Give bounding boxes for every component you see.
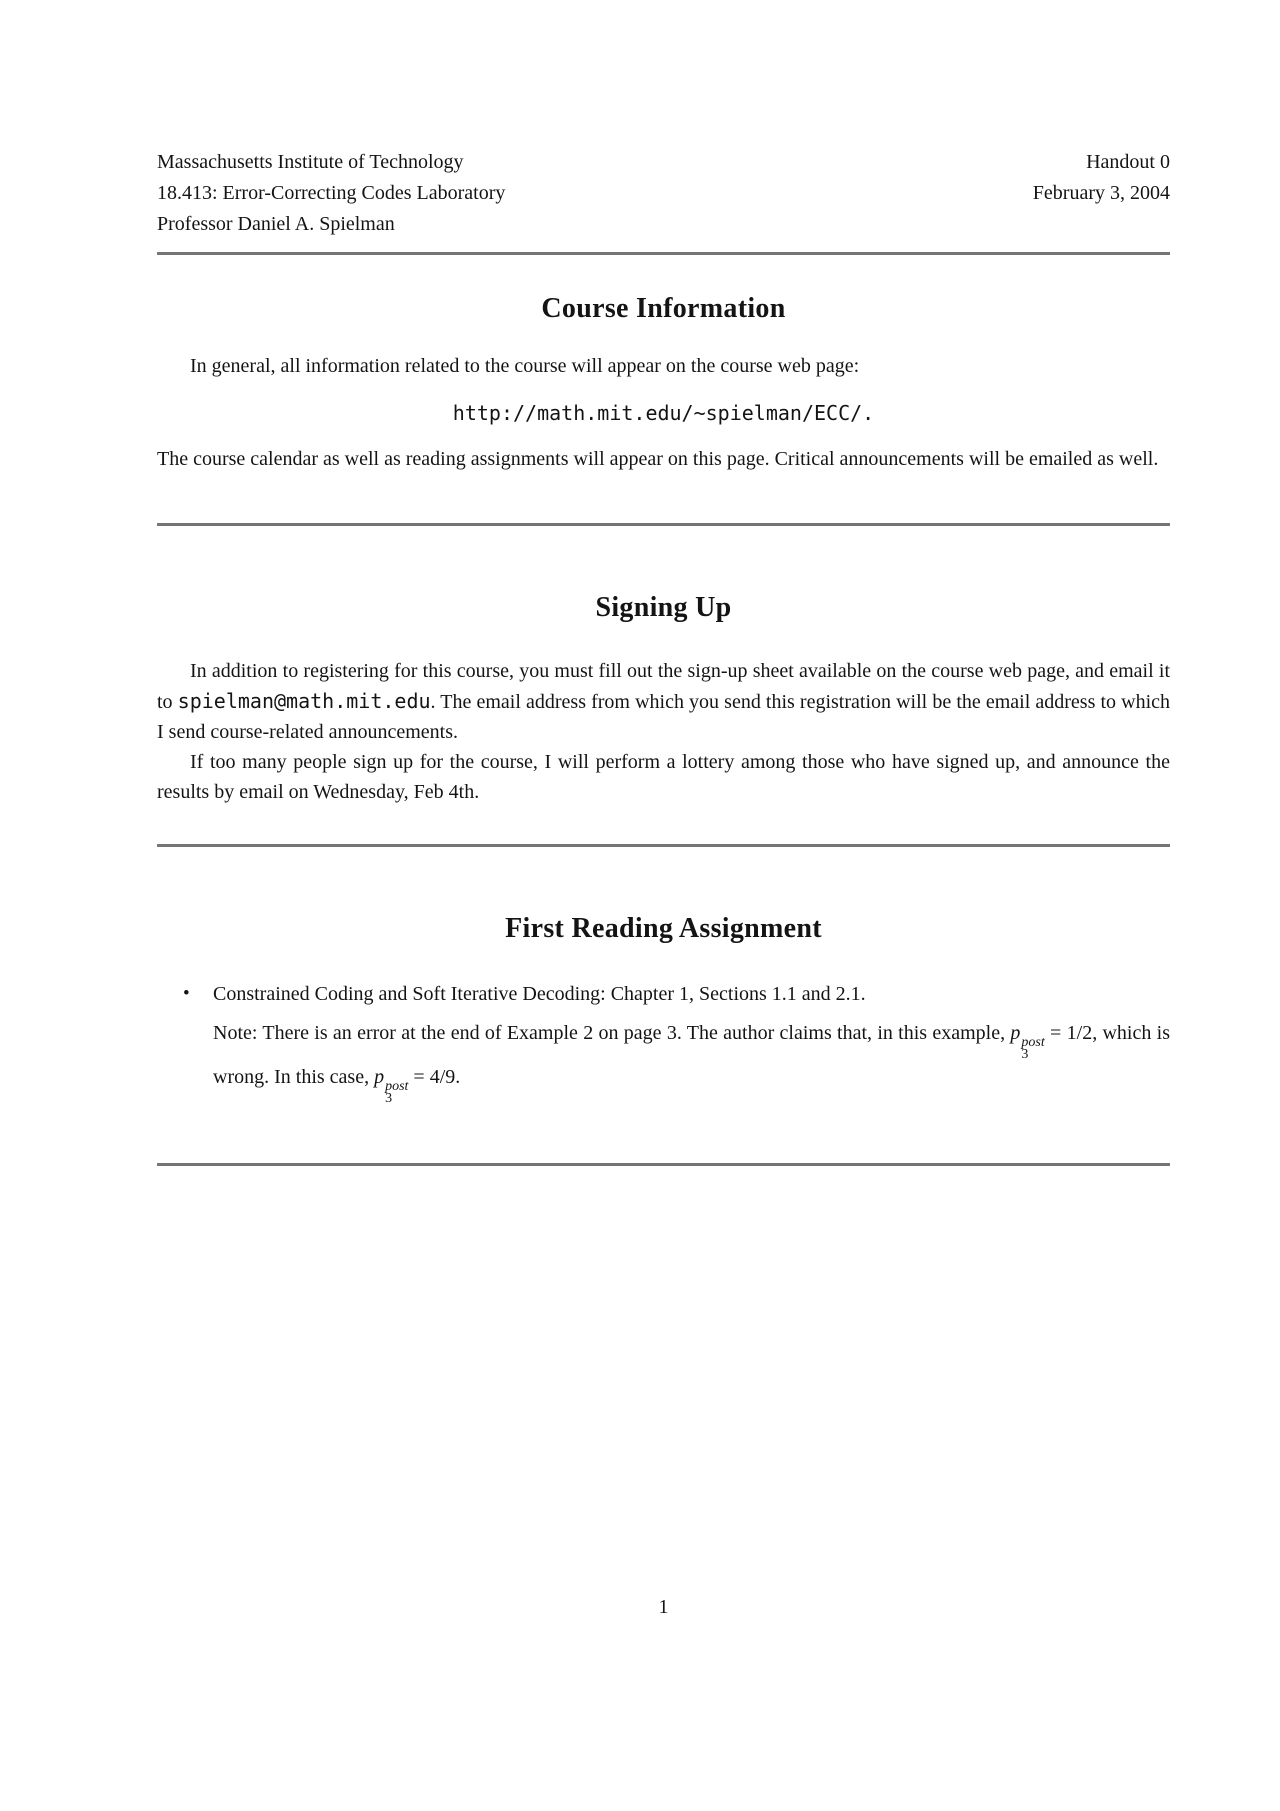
page-number: 1 [658,1596,669,1618]
institution-name: Massachusetts Institute of Technology [157,151,464,173]
section-course-information [157,291,1170,474]
course-web-page-url: http://math.mit.edu/~spielman/ECC/. [452,401,875,425]
note-text-before: Note: There is an error at the end of Example 2 on page 3. The author claims that, in this example, [213,1022,1011,1044]
section-divider [157,1163,1170,1166]
math-subscript: 3 [1021,1047,1029,1062]
signing-up-heading: Signing Up [595,592,732,623]
math-variable: p [1010,1022,1021,1044]
signing-up-paragraph-2: If too many people sign up for the course, I will perform a lottery among those who have signed up, and announce the results by email on Wednesday, Feb 4th. [157,751,1170,803]
handout-number: Handout 0 [1086,151,1170,173]
section-first-reading-assignment [157,911,1170,1105]
header-divider [157,252,1170,255]
math-expression-p3post-2 [374,1066,409,1106]
course-information-heading: Course Information [541,293,786,324]
math-expression-p3post-1 [1010,1022,1045,1062]
signup-email-address: spielman@math.mit.edu [177,689,431,713]
section-signing-up [157,590,1170,807]
signing-up-text-before-email: In addition to registering for this course, you must fill out the sign-up sheet available on the course web page, and email it to [157,660,1170,713]
bullet-icon: • [183,983,190,1004]
section-divider [157,523,1170,526]
course-number-title: 18.413: Error-Correcting Codes Laboratory [157,182,506,204]
math-supsub-stack [385,1081,408,1105]
document-header [157,147,1170,240]
reading-list-item [157,979,1170,1009]
math-superscript: post [385,1079,409,1094]
course-information-paragraph: The course calendar as well as reading assignments will appear on this page. Critical announcements will be emailed as well. [157,448,1159,470]
math-variable: p [374,1066,385,1088]
signing-up-paragraph-1 [157,656,1170,747]
first-reading-heading: First Reading Assignment [505,913,822,944]
note-text-after: = 4/9. [408,1066,461,1088]
note-text-middle: = 1/2, which is wrong. In this case, [213,1022,1170,1088]
math-supsub-stack [1021,1037,1044,1061]
course-information-intro: In general, all information related to the course will appear on the course web page: [190,355,860,377]
page-footer [157,1596,1170,1619]
handout-date: February 3, 2004 [1032,182,1170,204]
math-superscript: post [1021,1035,1045,1050]
signing-up-text-after-email: . The email address from which you send this registration will be the email address to which I send course-related announcements. [157,691,1171,743]
professor-name: Professor Daniel A. Spielman [157,213,395,235]
header-left-block [157,147,505,240]
section-divider [157,844,1170,847]
header-right-block [1033,147,1170,240]
reading-item-text: Constrained Coding and Soft Iterative Decoding: Chapter 1, Sections 1.1 and 2.1. [213,983,866,1005]
math-subscript: 3 [385,1091,393,1106]
errata-note [213,1017,1170,1105]
